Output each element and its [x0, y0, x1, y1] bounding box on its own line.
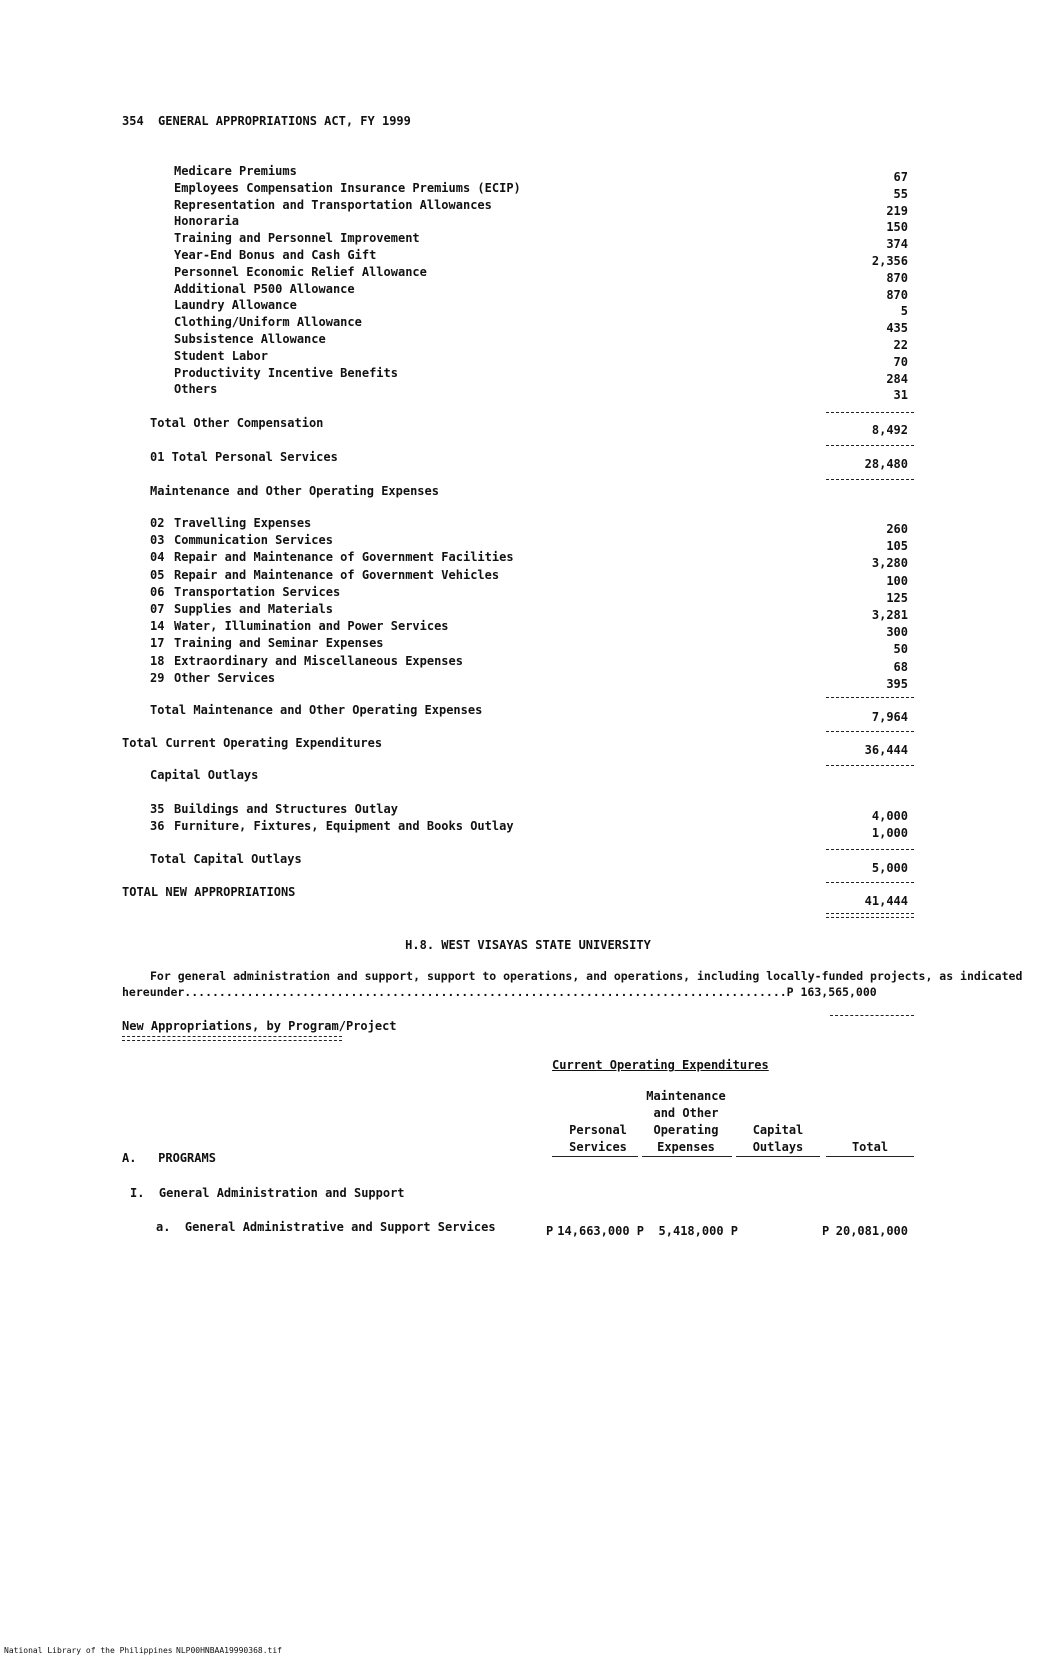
line-item-code: 07 [150, 602, 165, 616]
row-a-personal: 14,663,000 P [557, 1224, 644, 1238]
line-item-label: Furniture, Fixtures, Equipment and Books Outlay [174, 819, 514, 833]
line-item-amount: 3,281 [871, 608, 908, 622]
line-item-amount: 22 [893, 338, 908, 352]
line-item-amount: 100 [886, 573, 908, 588]
total-other-comp-label: Total Other Compensation [150, 416, 324, 430]
line-item-code: 35 [150, 802, 165, 816]
line-item-label: Subsistence Allowance [174, 332, 326, 346]
line-item-label: Repair and Maintenance of Government Vehicles [174, 567, 500, 582]
total-personal-services-amount: 28,480 [864, 457, 908, 471]
line-item-code: 03 [150, 533, 165, 548]
total-new-approp-amount: 41,444 [864, 894, 908, 908]
line-item-amount: 70 [893, 354, 908, 369]
line-item-amount: 67 [893, 170, 908, 184]
subtotal-rule [826, 765, 914, 766]
subtotal-rule [826, 479, 914, 480]
line-item-label: Honoraria [174, 214, 240, 229]
line-item-amount: 219 [886, 203, 908, 218]
total-capital-label: Total Capital Outlays [150, 852, 302, 866]
line-item-amount: 31 [893, 388, 908, 403]
line-item-amount: 870 [886, 287, 908, 302]
line-item-code: 29 [150, 670, 165, 685]
line-item-amount: 4,000 [871, 809, 908, 823]
section-a-programs: A. PROGRAMS [122, 1151, 216, 1165]
subtotal-rule [826, 697, 914, 698]
line-item-amount: 260 [886, 522, 908, 536]
amount-rule [830, 1015, 914, 1016]
row-a-total: 20,081,000 [835, 1224, 908, 1238]
line-item-label: Personnel Economic Relief Allowance [174, 264, 427, 279]
line-item-label: Others [174, 382, 218, 397]
line-item-amount: 5 [900, 304, 908, 319]
line-item-label: Communication Services [174, 533, 333, 548]
appropriation-paragraph-line1: For general administration and support, support to operations, and operations, including locally-funded projects, as indicated [150, 969, 1023, 983]
university-name: H.8. WEST VISAYAS STATE UNIVERSITY [405, 938, 651, 952]
line-item-code: 17 [150, 636, 165, 651]
new-approp-by-program: New Appropriations, by Program/Project [122, 1019, 397, 1033]
subtotal-rule [826, 882, 914, 883]
line-item-amount: 435 [886, 321, 908, 336]
col-underline [552, 1156, 638, 1157]
line-item-label: Buildings and Structures Outlay [174, 802, 398, 816]
total-new-approp-label: TOTAL NEW APPROPRIATIONS [122, 885, 296, 899]
appropriation-paragraph-line2: hereunder.......................................................................................P 163,565,000 [122, 985, 877, 999]
subtotal-rule [826, 731, 914, 732]
line-item-label: Training and Seminar Expenses [174, 636, 384, 651]
line-item-amount: 125 [886, 590, 908, 605]
total-current-opex-label: Total Current Operating Expenditures [122, 736, 383, 750]
row-a-label: a. General Administrative and Support Services [156, 1220, 496, 1234]
heading-underline [122, 1036, 342, 1041]
col-underline [826, 1156, 914, 1157]
subtotal-rule [826, 849, 914, 850]
total-mooe-amount: 7,964 [871, 710, 908, 724]
grand-total-rule [826, 913, 914, 918]
line-item-label: Training and Personnel Improvement [174, 231, 420, 246]
line-item-amount: 300 [886, 625, 908, 640]
total-mooe-label: Total Maintenance and Other Operating Expenses [150, 703, 483, 717]
subtotal-rule [826, 445, 914, 446]
line-item-label: Repair and Maintenance of Government Facilities [174, 550, 514, 565]
line-item-label: Laundry Allowance [174, 298, 297, 313]
line-item-code: 14 [150, 619, 165, 634]
line-item-label: Productivity Incentive Benefits [174, 365, 398, 380]
col-capital-outlays: Capital Outlays [752, 1123, 804, 1154]
line-item-code: 06 [150, 584, 165, 599]
line-item-amount: 68 [893, 659, 908, 674]
line-item-label: Water, Illumination and Power Services [174, 619, 449, 634]
line-item-label: Other Services [174, 670, 276, 685]
row-a-peso-sign: P [822, 1224, 830, 1238]
row-a-mooe: 5,418,000 P [658, 1224, 738, 1238]
line-item-code: 36 [150, 819, 165, 833]
col-total: Total [851, 1140, 889, 1154]
capital-heading: Capital Outlays [150, 768, 259, 782]
line-item-amount: 105 [886, 539, 908, 554]
page-number: 354 [122, 114, 144, 128]
line-item-amount: 2,356 [871, 254, 908, 268]
line-item-amount: 55 [893, 186, 908, 201]
line-item-label: Travelling Expenses [174, 516, 312, 530]
col-underline [642, 1156, 732, 1157]
footer-library: National Library of the Philippines [4, 1646, 173, 1655]
line-item-label: Representation and Transportation Allowances [174, 197, 492, 212]
total-other-comp-amount: 8,492 [871, 423, 908, 437]
total-capital-amount: 5,000 [871, 861, 908, 875]
row-a-peso-sign: P [546, 1224, 554, 1238]
footer-file: NLP00HNBAA19990368.tif [176, 1646, 282, 1655]
col-personal-services: Personal Services [569, 1123, 627, 1154]
line-item-code: 04 [150, 550, 165, 565]
line-item-label: Medicare Premiums [174, 164, 297, 178]
line-item-amount: 1,000 [871, 826, 908, 840]
line-item-label: Transportation Services [174, 584, 341, 599]
line-item-code: 18 [150, 653, 165, 668]
page-title: GENERAL APPROPRIATIONS ACT, FY 1999 [158, 114, 411, 128]
line-item-label: Supplies and Materials [174, 602, 333, 616]
section-i-gas: I. General Administration and Support [130, 1186, 405, 1200]
line-item-amount: 50 [893, 642, 908, 657]
line-item-label: Clothing/Uniform Allowance [174, 315, 362, 330]
line-item-amount: 3,280 [871, 556, 908, 571]
subtotal-rule [826, 412, 914, 413]
line-item-label: Extraordinary and Miscellaneous Expenses [174, 653, 463, 668]
line-item-amount: 870 [886, 270, 908, 285]
line-item-amount: 284 [886, 371, 908, 386]
line-item-code: 05 [150, 567, 165, 582]
line-item-amount: 374 [886, 237, 908, 252]
mooe-heading: Maintenance and Other Operating Expenses [150, 484, 439, 498]
line-item-amount: 150 [886, 220, 908, 235]
line-item-label: Additional P500 Allowance [174, 281, 355, 296]
table-group-header: Current Operating Expenditures [552, 1058, 769, 1072]
total-personal-services-label: 01 Total Personal Services [150, 450, 338, 464]
line-item-label: Employees Compensation Insurance Premiums (ECIP) [174, 180, 521, 195]
line-item-amount: 395 [886, 676, 908, 691]
col-underline [736, 1156, 820, 1157]
line-item-code: 02 [150, 516, 165, 530]
line-item-label: Year-End Bonus and Cash Gift [174, 248, 377, 262]
total-current-opex-amount: 36,444 [864, 743, 908, 757]
col-mooe: Maintenance and Other Operating Expenses [646, 1089, 726, 1154]
line-item-label: Student Labor [174, 348, 268, 363]
